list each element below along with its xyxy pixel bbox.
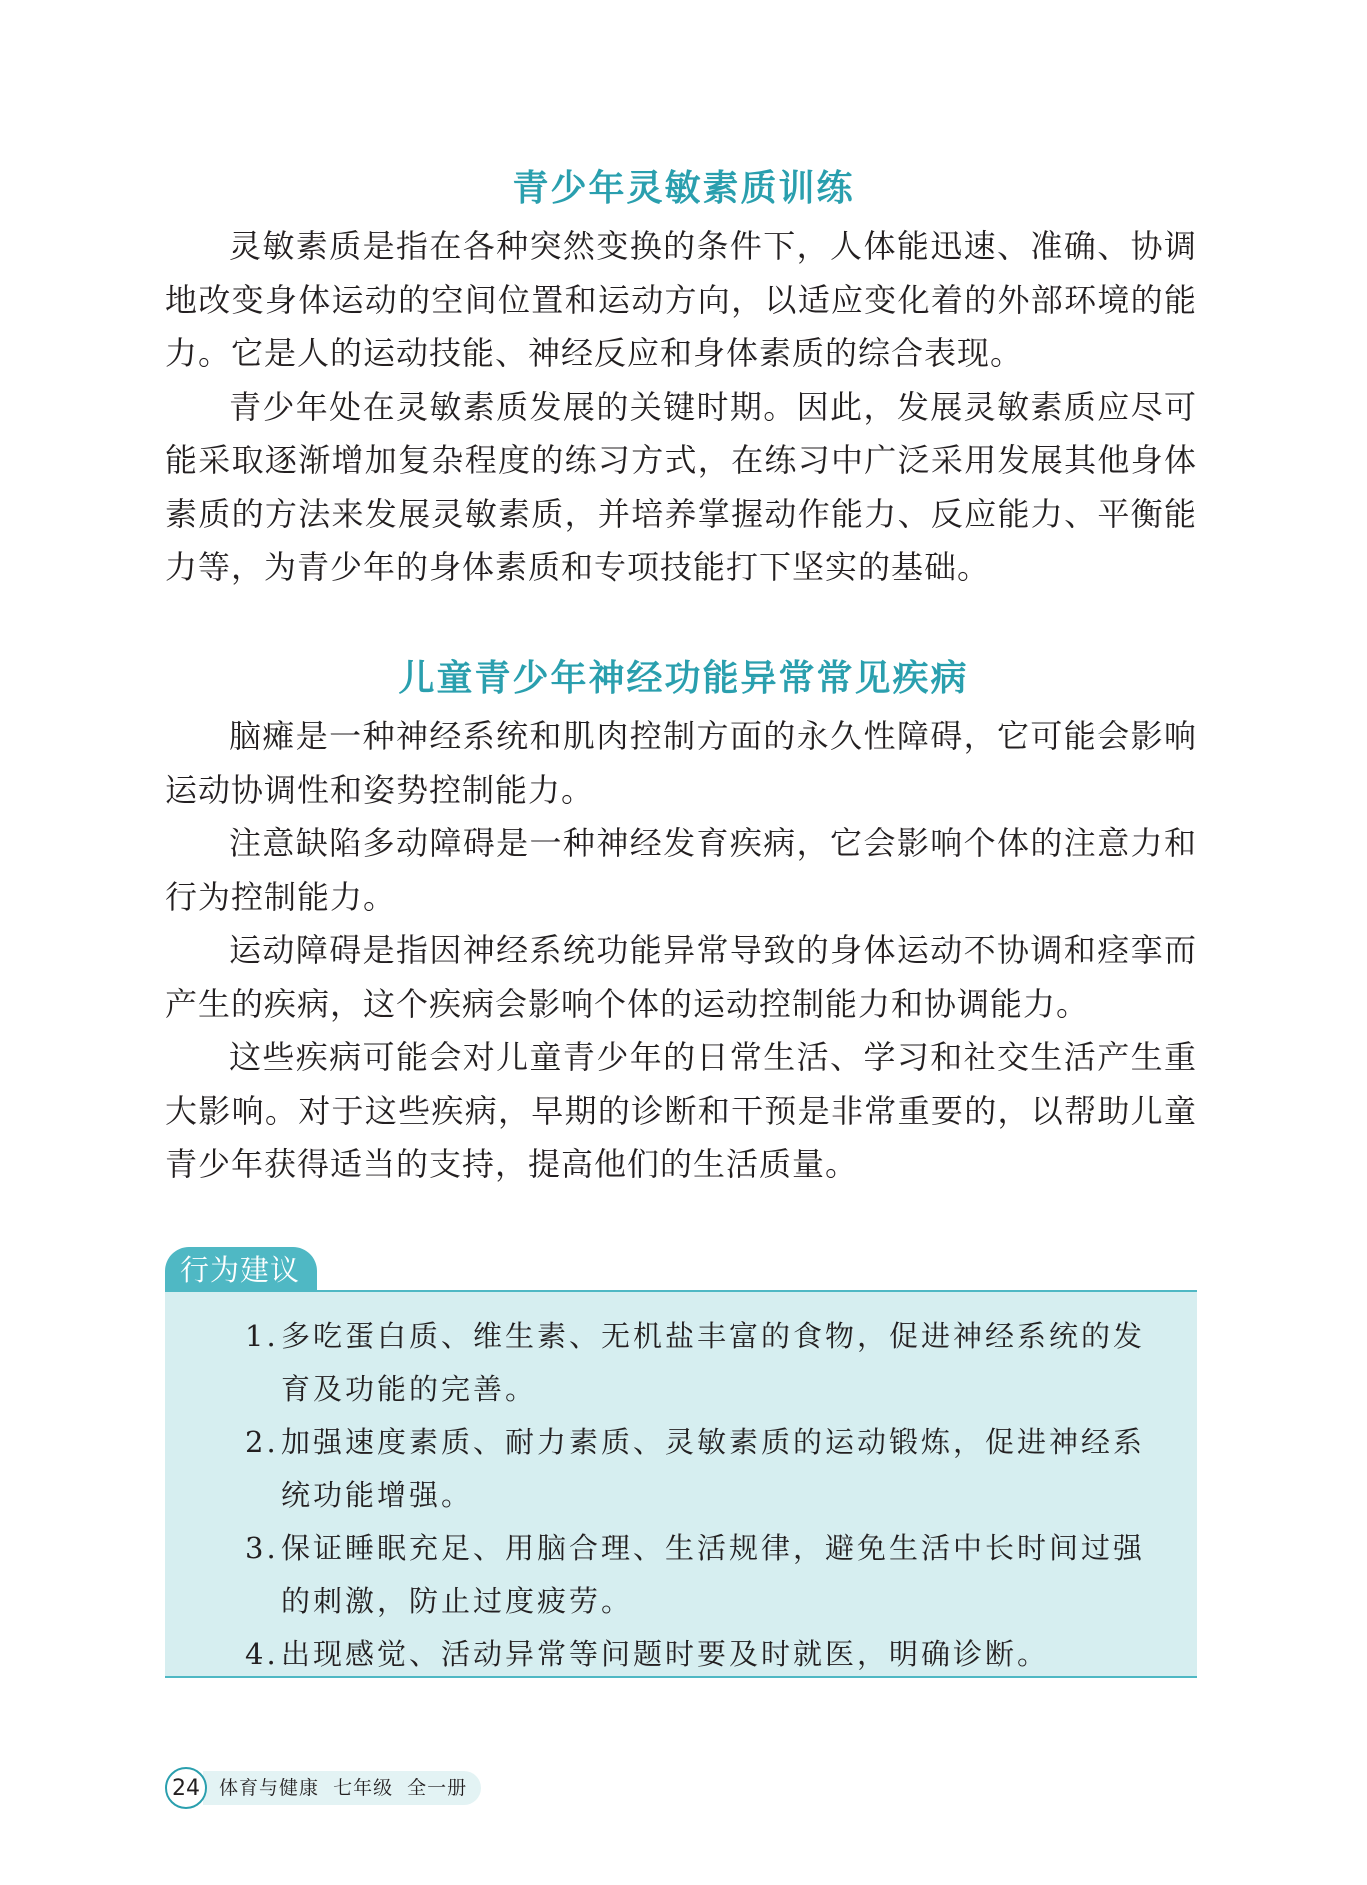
item-number: 3.: [245, 1531, 279, 1565]
section-title-agility: 青少年灵敏素质训练: [512, 168, 855, 209]
item-text: 保证睡眠充足、用脑合理、生活规律，避免生活中长时间过强的刺激，防止过度疲劳。: [281, 1531, 1146, 1618]
advice-box: [165, 1290, 1197, 1678]
list-item: [245, 1628, 1170, 1681]
advice-tab-label: 行为建议: [165, 1247, 317, 1293]
item-number: 1.: [245, 1319, 279, 1353]
paragraph: 灵敏素质是指在各种突然变换的条件下，人体能迅速、准确、协调地改变身体运动的空间位置和运动方向，以适应变化着的外部环境的能力。它是人的运动技能、神经反应和身体素质的综合表现。: [165, 227, 1197, 372]
item-text: 加强速度素质、耐力素质、灵敏素质的运动锻炼，促进神经系统功能增强。: [281, 1425, 1146, 1512]
agility-text: [165, 220, 1197, 595]
neuro-disease-text: [165, 710, 1197, 1192]
item-number: 2.: [245, 1425, 279, 1459]
item-number: 4.: [245, 1637, 279, 1671]
paragraph: 注意缺陷多动障碍是一种神经发育疾病，它会影响个体的注意力和行为控制能力。: [165, 824, 1197, 916]
paragraph: 运动障碍是指因神经系统功能异常导致的身体运动不协调和痉挛而产生的疾病，这个疾病会影响个体的运动控制能力和协调能力。: [165, 931, 1197, 1023]
list-item: [245, 1310, 1170, 1416]
paragraph: 青少年处在灵敏素质发展的关键时期。因此，发展灵敏素质应尽可能采取逐渐增加复杂程度的练习方式，在练习中广泛采用发展其他身体素质的方法来发展灵敏素质，并培养掌握动作能力、反应能力、平衡能力等，为青少年的身体素质和专项技能打下坚实的基础。: [165, 387, 1197, 586]
paragraph: 这些疾病可能会对儿童青少年的日常生活、学习和社交生活产生重大影响。对于这些疾病，早期的诊断和干预是非常重要的，以帮助儿童青少年获得适当的支持，提高他们的生活质量。: [165, 1038, 1197, 1183]
list-item: [245, 1522, 1170, 1628]
paragraph: 脑瘫是一种神经系统和肌肉控制方面的永久性障碍，它可能会影响运动协调性和姿势控制能力。: [165, 717, 1197, 809]
section-title-neuro-disease: 儿童青少年神经功能异常常见疾病: [398, 658, 969, 699]
item-text: 出现感觉、活动异常等问题时要及时就医，明确诊断。: [281, 1637, 1050, 1671]
page-footer: [165, 1765, 481, 1811]
advice-list: [245, 1310, 1170, 1681]
item-text: 多吃蛋白质、维生素、无机盐丰富的食物，促进神经系统的发育及功能的完善。: [281, 1319, 1146, 1406]
page-number: 24: [165, 1767, 207, 1809]
book-title: 体育与健康 七年级 全一册: [203, 1771, 481, 1805]
list-item: [245, 1416, 1170, 1522]
